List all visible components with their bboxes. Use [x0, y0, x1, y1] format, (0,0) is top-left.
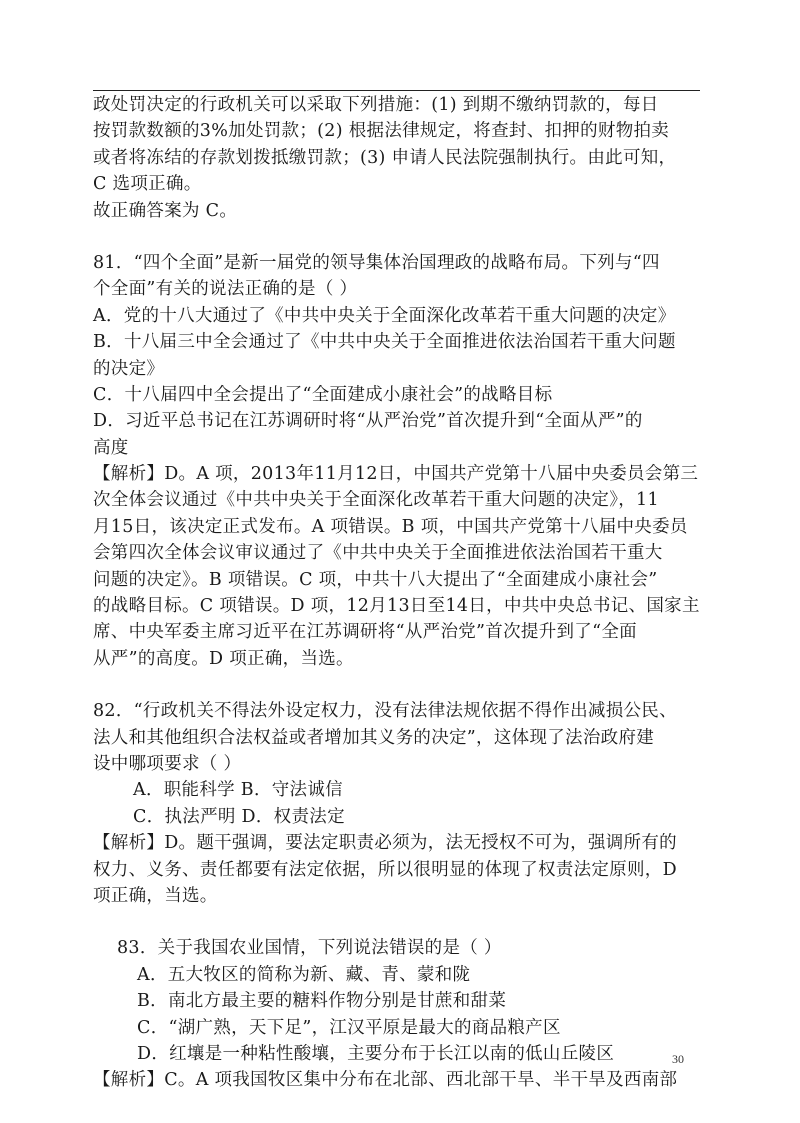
- text-line: B．十八届三中全会通过了《中共中央关于全面推进依法治国若干重大问题: [93, 332, 676, 353]
- text-line: 【解析】D。A 项，2013年11月12日，中国共产党第十八届中央委员会第三: [93, 464, 699, 485]
- text-line: 【解析】C。A 项我国牧区集中分布在北部、西北部干旱、半干旱及西南部: [93, 1070, 678, 1091]
- header-rule: [93, 90, 700, 91]
- paragraph-gap: [93, 909, 703, 935]
- text-line: 法人和其他组织合法权益或者增加其义务的决定”，这体现了法治政府建: [93, 727, 655, 748]
- text-line: 月15日，该决定正式发布。A 项错误。B 项，中国共产党第十八届中央委员: [93, 516, 688, 537]
- text-line: 按罚款数额的3%加处罚款；(2) 根据法律规定，将查封、扣押的财物拍卖: [93, 121, 670, 142]
- text-line: 或者将冻结的存款划拨抵缴罚款；(3) 申请人民法院强制执行。由此可知，: [93, 147, 677, 168]
- text-line: C．十八届四中全会提出了“全面建成小康社会”的战略目标: [93, 384, 553, 405]
- text-line: 故正确答案为 C。: [93, 200, 238, 221]
- page-number: 30: [672, 1052, 684, 1066]
- text-line: D．红壤是一种粘性酸壤，主要分布于长江以南的低山丘陵区: [137, 1043, 615, 1064]
- text-line: 个全面”有关的说法正确的是（ ）: [93, 279, 358, 300]
- text-line: 【解析】D。题干强调，要法定职责必须为，法无授权不可为，强调所有的: [93, 833, 677, 854]
- text-line: 权力、义务、责任都要有法定依据，所以很明显的体现了权责法定原则，D: [93, 859, 677, 880]
- text-line: C．执法严明 D．权责法定: [133, 806, 345, 827]
- text-line: 高度: [93, 437, 129, 458]
- paragraph-gap: [93, 672, 703, 698]
- paragraph-gap: [93, 224, 703, 250]
- text-line: D．习近平总书记在江苏调研时将“从严治党”首次提升到“全面从严”的: [93, 411, 643, 432]
- text-line: 席、中央军委主席习近平在江苏调研将“从严治党”首次提升到了“全面: [93, 622, 637, 643]
- text-line: A．五大牧区的简称为新、藏、青、蒙和陇: [137, 964, 471, 985]
- text-line: 82．“行政机关不得法外设定权力，没有法律法规依据不得作出减损公民、: [93, 701, 677, 722]
- text-line: B．南北方最主要的糖料作物分别是甘蔗和甜菜: [137, 991, 507, 1012]
- text-line: A．职能科学 B．守法诚信: [133, 780, 343, 801]
- text-line: 项正确，当选。: [93, 885, 218, 906]
- text-line: 的战略目标。C 项错误。D 项，12月13日至14日，中共中央总书记、国家主: [93, 596, 700, 617]
- text-line: 次全体会议通过《中共中央关于全面深化改革若干重大问题的决定》，11: [93, 490, 659, 511]
- text-line: 81．“四个全面”是新一届党的领导集体治国理政的战略布局。下列与“四: [93, 252, 660, 273]
- text-line: 83．关于我国农业国情，下列说法错误的是（ ）: [117, 938, 502, 959]
- text-line: 会第四次全体会议审议通过了《中共中央关于全面推进依法治国若干重大: [93, 543, 663, 564]
- text-line: C 选项正确。: [93, 174, 202, 195]
- text-line: 的决定》: [93, 358, 165, 379]
- text-line: 问题的决定》。B 项错误。C 项，中共十八大提出了“全面建成小康社会”: [93, 569, 658, 590]
- text-line: 政处罚决定的行政机关可以采取下列措施：(1) 到期不缴纳罚款的，每日: [93, 95, 659, 115]
- text-line: 从严”的高度。D 项正确，当选。: [93, 648, 354, 669]
- text-line: 设中哪项要求（ ）: [93, 753, 242, 774]
- text-line: C．“湖广熟，天下足”，江汉平原是最大的商品粮产区: [137, 1017, 561, 1038]
- text-line: A．党的十八大通过了《中共中央关于全面深化改革若干重大问题的决定》: [93, 305, 676, 326]
- document-body: [93, 92, 703, 1094]
